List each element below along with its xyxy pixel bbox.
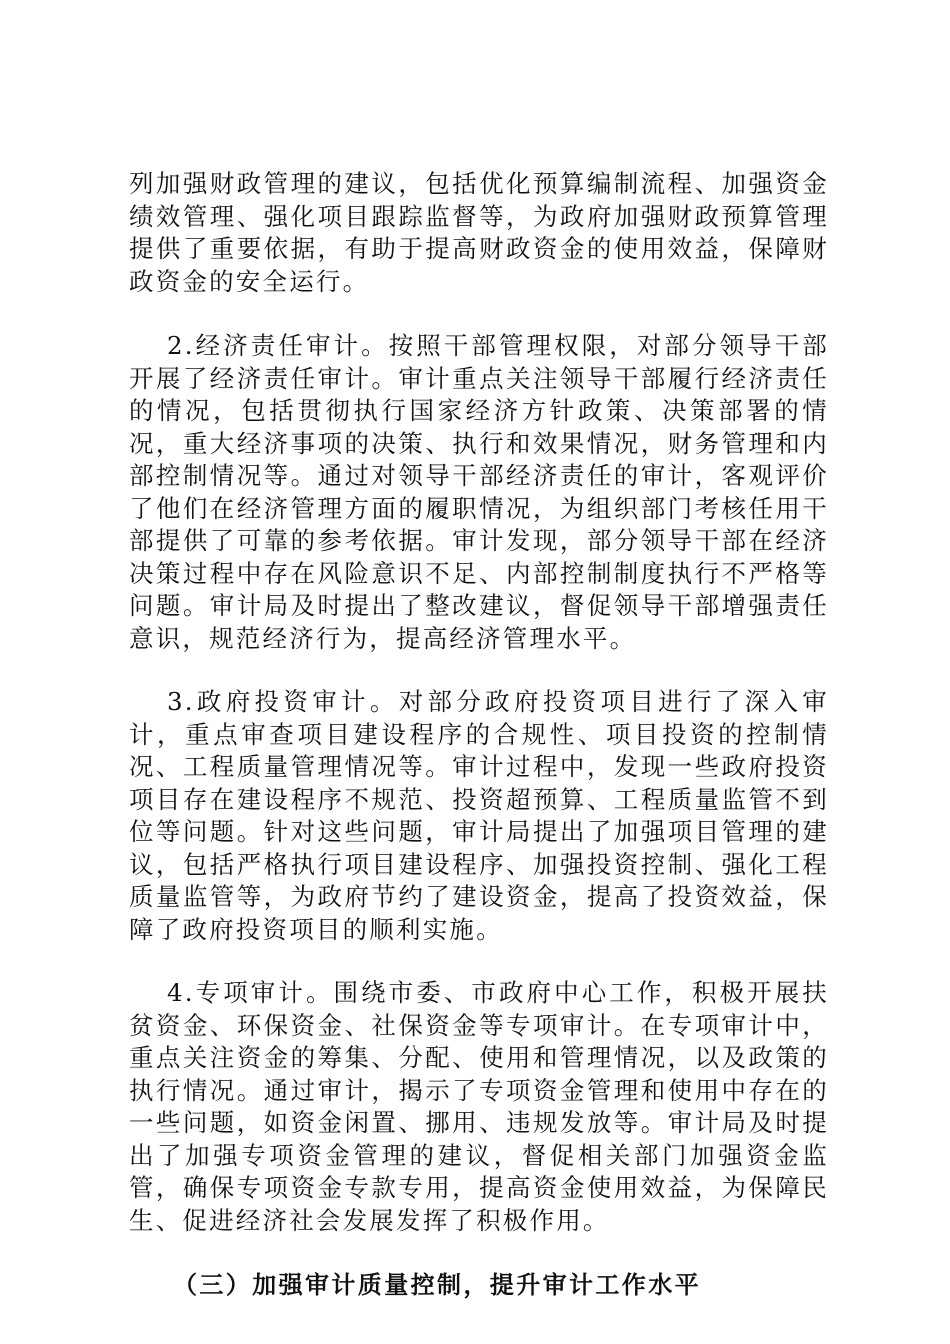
paragraph-economic-responsibility-audit: 2.经济责任审计。按照干部管理权限，对部分领导干部开展了经济责任审计。审计重点关注领导干部履行经济责任的情况，包括贯彻执行国家经济方针政策、决策部署的情况，重大经济事项的决策、执行和效果情况，财务管理和内部控制情况等。通过对领导干部经济责任的审计，客观评价了他们在经济管理方面的履职情况，为组织部门考核任用干部提供了可靠的参考依据。审计发现，部分领导干部在经济决策过程中存在风险意识不足、内部控制制度执行不严格等问题。审计局及时提出了整改建议，督促领导干部增强责任意识，规范经济行为，提高经济管理水平。 xyxy=(129,331,829,653)
paragraph-continuation: 列加强财政管理的建议，包括优化预算编制流程、加强资金绩效管理、强化项目跟踪监督等，为政府加强财政预算管理提供了重要依据，有助于提高财政资金的使用效益，保障财政资金的安全运行。 xyxy=(129,169,829,296)
document-body xyxy=(129,168,829,1302)
paragraph-government-investment-audit: 3.政府投资审计。对部分政府投资项目进行了深入审计，重点审查项目建设程序的合规性、项目投资的控制情况、工程质量管理情况等。审计过程中，发现一些政府投资项目存在建设程序不规范、投资超预算、工程质量监管不到位等问题。针对这些问题，审计局提出了加强项目管理的建议，包括严格执行项目建设程序、加强投资控制、强化工程质量监管等，为政府节约了建设资金，提高了投资效益，保障了政府投资项目的顺利实施。 xyxy=(129,687,829,944)
section-heading: （三）加强审计质量控制，提升审计工作水平 xyxy=(173,1271,701,1299)
paragraph-special-audit: 4.专项审计。围绕市委、市政府中心工作，积极开展扶贫资金、环保资金、社保资金等专项审计。在专项审计中，重点关注资金的筹集、分配、使用和管理情况，以及政策的执行情况。通过审计，揭示了专项资金管理和使用中存在的一些问题，如资金闲置、挪用、违规发放等。审计局及时提出了加强专项资金管理的建议，督促相关部门加强资金监管，确保专项资金专款专用，提高资金使用效益，为保障民生、促进经济社会发展发挥了积极作用。 xyxy=(129,978,829,1235)
